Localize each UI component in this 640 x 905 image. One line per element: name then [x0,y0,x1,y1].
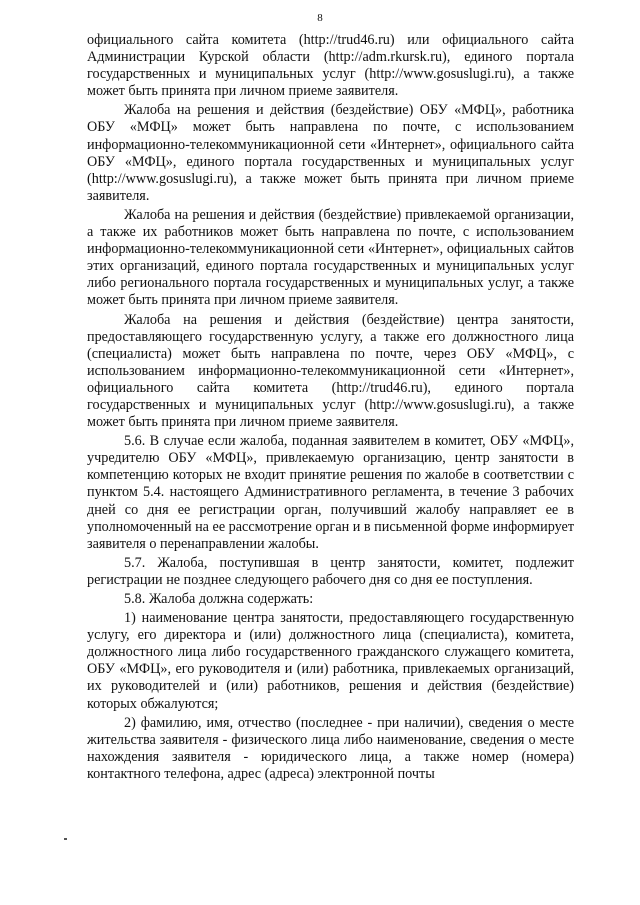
paragraph-mfc-complaint: Жалоба на решения и действия (бездействие) ОБУ «МФЦ», работника ОБУ «МФЦ» может быть направлена по почте, с использованием информационно-телекоммуникационной сети «Интернет», официального сайта ОБУ «МФЦ», единого портала государственных и муниципальных услуг (http://www.gosuslugi.ru), а также может быть принята при личном приеме заявителя. [87,102,574,204]
paragraph-continuation: официального сайта комитета (http://trud46.ru) или официального сайта Администрации Курской области (http://adm.rkursk.ru), единого портала государственных и муниципальных услуг (http://www.gosuslugi.ru), а также может быть принята при личном приеме заявителя. [87,32,574,100]
paragraph-item-1: 1) наименование центра занятости, предоставляющего государственную услугу, его директора и (или) должностного лица (специалиста), комитета, должностного лица либо государственного гражданского служащего комитета, ОБУ «МФЦ», его руководителя и (или) работника, привлекаемых организаций, их руководителей и (или) работников, решения и действия (бездействие) которых обжалуются; [87,610,574,712]
page-number: 8 [317,12,323,24]
paragraph-employment-center-complaint: Жалоба на решения и действия (бездействие) центра занятости, предоставляющего государственную услугу, а также его должностного лица (специалиста) может быть направлена по почте, через ОБУ «МФЦ», с использованием информационно-телекоммуникационной сети «Интернет», официального сайта комитета (http://trud46.ru), единого портала государственных и муниципальных услуг (http://www.gosuslugi.ru), а также может быть принята при личном приеме заявителя. [87,311,574,431]
scan-speck [64,838,67,840]
document-body [87,32,574,785]
paragraph-5-7: 5.7. Жалоба, поступившая в центр занятости, комитет, подлежит регистрации не позднее следующего рабочего дня со дня ее поступления. [87,554,574,588]
paragraph-5-6: 5.6. В случае если жалоба, поданная заявителем в комитет, ОБУ «МФЦ», учредителю ОБУ «МФЦ», привлекаемую организацию, центр занятости в компетенцию которых не входит принятие решения по жалобе в соответствии с пунктом 5.4. настоящего Административного регламента, в течение 3 рабочих дней со дня ее регистрации орган, получивший жалобу направляет ее в уполномоченный на ее рассмотрение орган и в письменной форме информирует заявителя о перенаправлении жалобы. [87,433,575,552]
paragraph-organization-complaint: Жалоба на решения и действия (бездействие) привлекаемой организации, а также их работников может быть направлена по почте, с использованием информационно-телекоммуникационной сети «Интернет», официальных сайтов этих организаций, единого портала государственных и муниципальных услуг либо регионального портала государственных и муниципальных услуг, а также может быть принята при личном приеме заявителя. [87,206,574,309]
paragraph-5-8: 5.8. Жалоба должна содержать: [124,591,314,607]
paragraph-item-2: 2) фамилию, имя, отчество (последнее - при наличии), сведения о месте жительства заявителя - физического лица либо наименование, сведения о месте нахождения заявителя - юридического лица, а также номер (номера) контактного телефона, адрес (адреса) электронной почты [87,714,574,782]
